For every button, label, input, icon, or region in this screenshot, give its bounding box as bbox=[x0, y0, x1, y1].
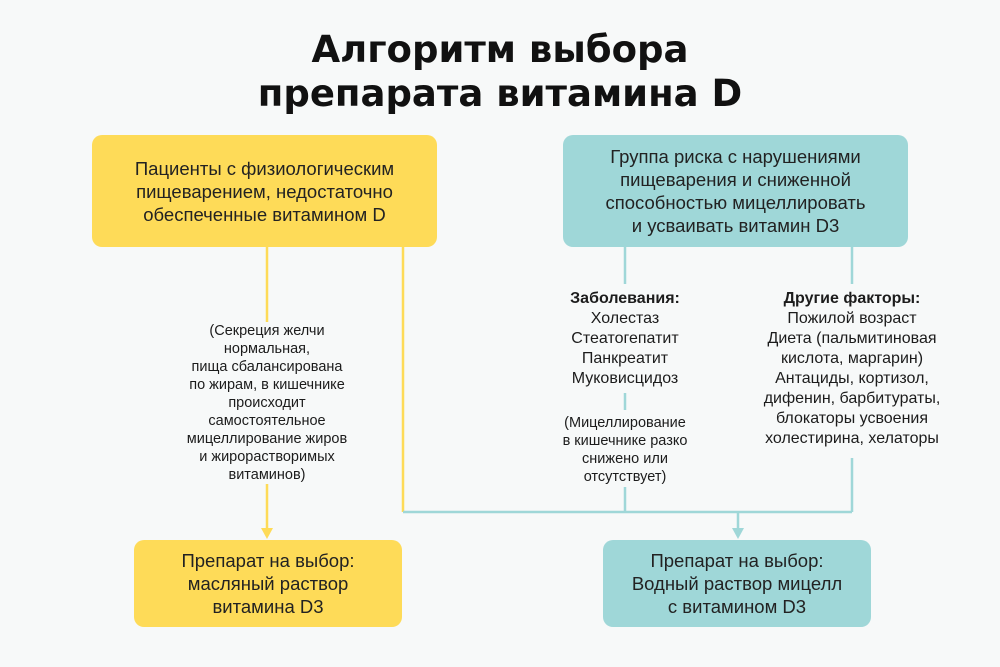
note-line: нормальная, bbox=[223, 341, 311, 357]
factor-item: дифенин, барбитураты, bbox=[763, 390, 941, 407]
factor-item: Диета (пальмитиновая bbox=[767, 330, 937, 347]
factors-heading: Другие факторы: bbox=[783, 290, 921, 307]
factor-item: холестирина, хелаторы bbox=[765, 430, 939, 447]
box-line: Препарат на выбор: bbox=[650, 550, 824, 571]
diagram-title bbox=[150, 28, 850, 116]
box-line: пищеварения и сниженной bbox=[620, 169, 851, 190]
disease-item: Панкреатит bbox=[581, 350, 669, 367]
note-line: самостоятельное bbox=[208, 413, 326, 429]
note-line: и жирорастворимых bbox=[199, 449, 335, 465]
box-risk-group bbox=[563, 135, 908, 247]
note-line: отсутствует) bbox=[583, 469, 667, 485]
factor-item: блокаторы усвоения bbox=[775, 410, 929, 427]
box-line: Водный раствор мицелл bbox=[631, 573, 843, 594]
factor-item: Пожилой возраст bbox=[787, 310, 917, 327]
box-line: Группа риска с нарушениями bbox=[610, 146, 861, 167]
box-line: и усваивать витамин D3 bbox=[631, 215, 840, 236]
box-line: Препарат на выбор: bbox=[181, 550, 355, 571]
note-line: мицеллирование жиров bbox=[186, 431, 348, 447]
arrowhead-right bbox=[732, 528, 744, 539]
box-line: способностью мицеллировать bbox=[605, 192, 866, 213]
box-line: масляный раствор bbox=[187, 573, 349, 594]
disease-item: Холестаз bbox=[590, 310, 660, 327]
note-micellization-reduced bbox=[530, 414, 720, 486]
factor-item: кислота, маргарин) bbox=[780, 350, 924, 367]
box-line: с витамином D3 bbox=[667, 596, 807, 617]
box-micellar-solution bbox=[603, 540, 871, 627]
note-line: происходит bbox=[228, 395, 306, 411]
disease-item: Стеатогепатит bbox=[571, 330, 679, 347]
factor-item: Антациды, кортизол, bbox=[775, 370, 929, 387]
diseases-list bbox=[530, 289, 720, 389]
box-line: Пациенты с физиологическим bbox=[134, 157, 395, 179]
box-line: пищеварением, недостаточно bbox=[136, 180, 393, 202]
box-physiological-patients bbox=[92, 135, 437, 247]
box-line: обеспеченные витамином D bbox=[143, 203, 386, 225]
note-line: витаминов) bbox=[228, 467, 306, 483]
title-line: Алгоритм выбора bbox=[311, 28, 689, 71]
note-line: в кишечнике разко bbox=[562, 433, 688, 449]
box-oil-solution bbox=[134, 540, 402, 627]
note-line: (Мицеллирование bbox=[564, 415, 686, 431]
title-line: препарата витамина D bbox=[257, 72, 743, 115]
box-line: витамина D3 bbox=[212, 596, 324, 617]
other-factors-list bbox=[742, 289, 962, 449]
note-line: по жирам, в кишечнике bbox=[189, 377, 345, 393]
note-line: снижено или bbox=[582, 451, 668, 467]
note-line: пища сбалансирована bbox=[191, 359, 343, 375]
diseases-heading: Заболевания: bbox=[570, 290, 680, 307]
arrowhead-left bbox=[261, 528, 273, 539]
note-normal-digestion bbox=[147, 322, 387, 484]
note-line: (Секреция желчи bbox=[209, 323, 325, 339]
disease-item: Муковисцидоз bbox=[571, 370, 679, 387]
